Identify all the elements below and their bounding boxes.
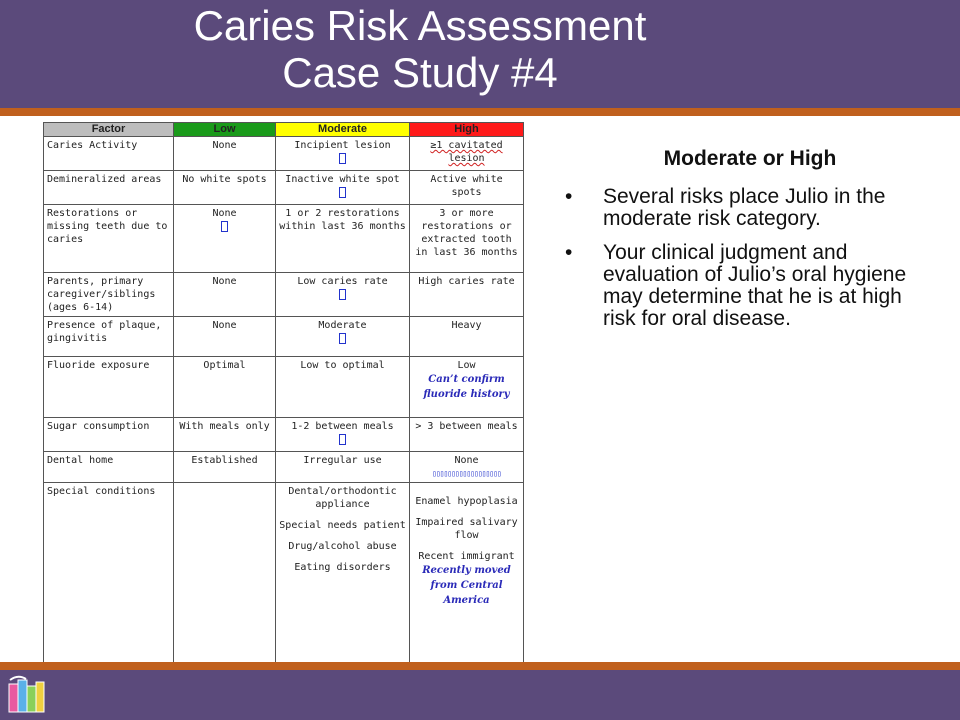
- moderate-cell: [276, 137, 410, 171]
- checkbox-mark-icon: [339, 434, 346, 445]
- bullet-dot: •: [565, 241, 573, 264]
- table-row: [44, 137, 524, 171]
- moderate-cell: 1 or 2 restorations within last 36 months: [276, 205, 410, 273]
- high-item: Impaired salivary flow: [415, 517, 518, 541]
- high-cell: 3 or more restorations or extracted tooth in last 36 months: [410, 205, 524, 273]
- high-cell: High caries rate: [410, 273, 524, 317]
- factor-cell: Parents, primary caregiver/siblings (ages 6-14): [44, 273, 174, 317]
- table-row: [44, 317, 524, 357]
- table-row: [44, 205, 524, 273]
- moderate-cell: [276, 317, 410, 357]
- checkbox-mark-icon: [339, 289, 346, 300]
- high-cell: > 3 between meals: [410, 418, 524, 452]
- handwritten-note: Can’t confirm fluoride history: [423, 374, 510, 400]
- high-cell: [410, 357, 524, 418]
- title-line-1: Caries Risk Assessment: [193, 2, 647, 49]
- moderate-cell: [276, 273, 410, 317]
- high-cell: Active white spots: [410, 171, 524, 205]
- high-text: Low: [457, 360, 476, 371]
- high-cell: [410, 137, 524, 171]
- low-cell: No white spots: [174, 171, 276, 205]
- moderate-item: Dental/orthodontic appliance: [288, 486, 397, 510]
- high-item: Recent immigrant: [418, 551, 515, 562]
- table-header-row: [44, 123, 524, 137]
- header-moderate: Moderate: [276, 123, 410, 137]
- low-cell: [174, 205, 276, 273]
- moderate-text: 1-2 between meals: [291, 421, 394, 432]
- moderate-cell: [276, 418, 410, 452]
- bullet-text: Your clinical judgment and evaluation of Julio’s oral hygiene may determine that he is at high risk for oral disease.: [603, 241, 907, 330]
- high-cell: [410, 452, 524, 483]
- moderate-cell: [276, 171, 410, 205]
- checkbox-mark-icon: [339, 153, 346, 164]
- bullet-item: [560, 242, 940, 330]
- moderate-text: Inactive white spot: [285, 174, 400, 185]
- checkbox-mark-icon: [221, 221, 228, 232]
- title-line-2: Case Study #4: [282, 49, 558, 96]
- footer-stripe: [0, 662, 960, 670]
- moderate-item: Eating disorders: [294, 562, 391, 573]
- factor-cell: Dental home: [44, 452, 174, 483]
- handwritten-marks: ▯▯▯▯▯▯▯▯▯▯▯▯▯▯▯▯▯▯: [432, 469, 501, 478]
- factor-cell: Special conditions: [44, 483, 174, 665]
- moderate-cell: [276, 483, 410, 665]
- table-row: [44, 483, 524, 665]
- high-cell: Heavy: [410, 317, 524, 357]
- factor-cell: Sugar consumption: [44, 418, 174, 452]
- handwritten-note: Recently moved from Central America: [422, 565, 511, 606]
- table-row: [44, 452, 524, 483]
- factor-cell: Caries Activity: [44, 137, 174, 171]
- header-high: High: [410, 123, 524, 137]
- low-cell: With meals only: [174, 418, 276, 452]
- checkbox-mark-icon: [339, 187, 346, 198]
- bullet-dot: •: [565, 185, 573, 208]
- moderate-item: Special needs patient: [279, 520, 406, 531]
- table-row: [44, 171, 524, 205]
- table-row: [44, 357, 524, 418]
- header-factor: Factor: [44, 123, 174, 137]
- low-cell: Established: [174, 452, 276, 483]
- factor-cell: Presence of plaque, gingivitis: [44, 317, 174, 357]
- high-text: ≥1 cavitated lesion: [430, 140, 503, 164]
- moderate-item: Drug/alcohol abuse: [288, 541, 397, 552]
- table-row: [44, 418, 524, 452]
- footer-band: [0, 670, 960, 720]
- low-cell: [174, 483, 276, 665]
- factor-cell: Restorations or missing teeth due to caries: [44, 205, 174, 273]
- slide-title: [0, 2, 960, 96]
- moderate-text: Incipient lesion: [294, 140, 391, 151]
- high-item: Enamel hypoplasia: [415, 496, 518, 507]
- caries-risk-table: [43, 122, 524, 665]
- moderate-text: Low caries rate: [297, 276, 388, 287]
- bullet-item: [560, 186, 940, 230]
- moderate-cell: Irregular use: [276, 452, 410, 483]
- low-cell: None: [174, 137, 276, 171]
- low-text: None: [212, 208, 237, 219]
- moderate-cell: Low to optimal: [276, 357, 410, 418]
- side-heading: Moderate or High: [663, 147, 837, 170]
- low-cell: None: [174, 273, 276, 317]
- bullet-text: Several risks place Julio in the moderate risk category.: [603, 185, 886, 230]
- table-row: [44, 273, 524, 317]
- factor-cell: Fluoride exposure: [44, 357, 174, 418]
- checkbox-mark-icon: [339, 333, 346, 344]
- bullet-list: [560, 186, 940, 342]
- low-cell: Optimal: [174, 357, 276, 418]
- books-logo-icon: [6, 674, 48, 716]
- high-text: None: [454, 455, 479, 466]
- moderate-text: Moderate: [318, 320, 367, 331]
- high-cell: [410, 483, 524, 665]
- low-cell: None: [174, 317, 276, 357]
- factor-cell: Demineralized areas: [44, 171, 174, 205]
- header-low: Low: [174, 123, 276, 137]
- header-stripe: [0, 108, 960, 116]
